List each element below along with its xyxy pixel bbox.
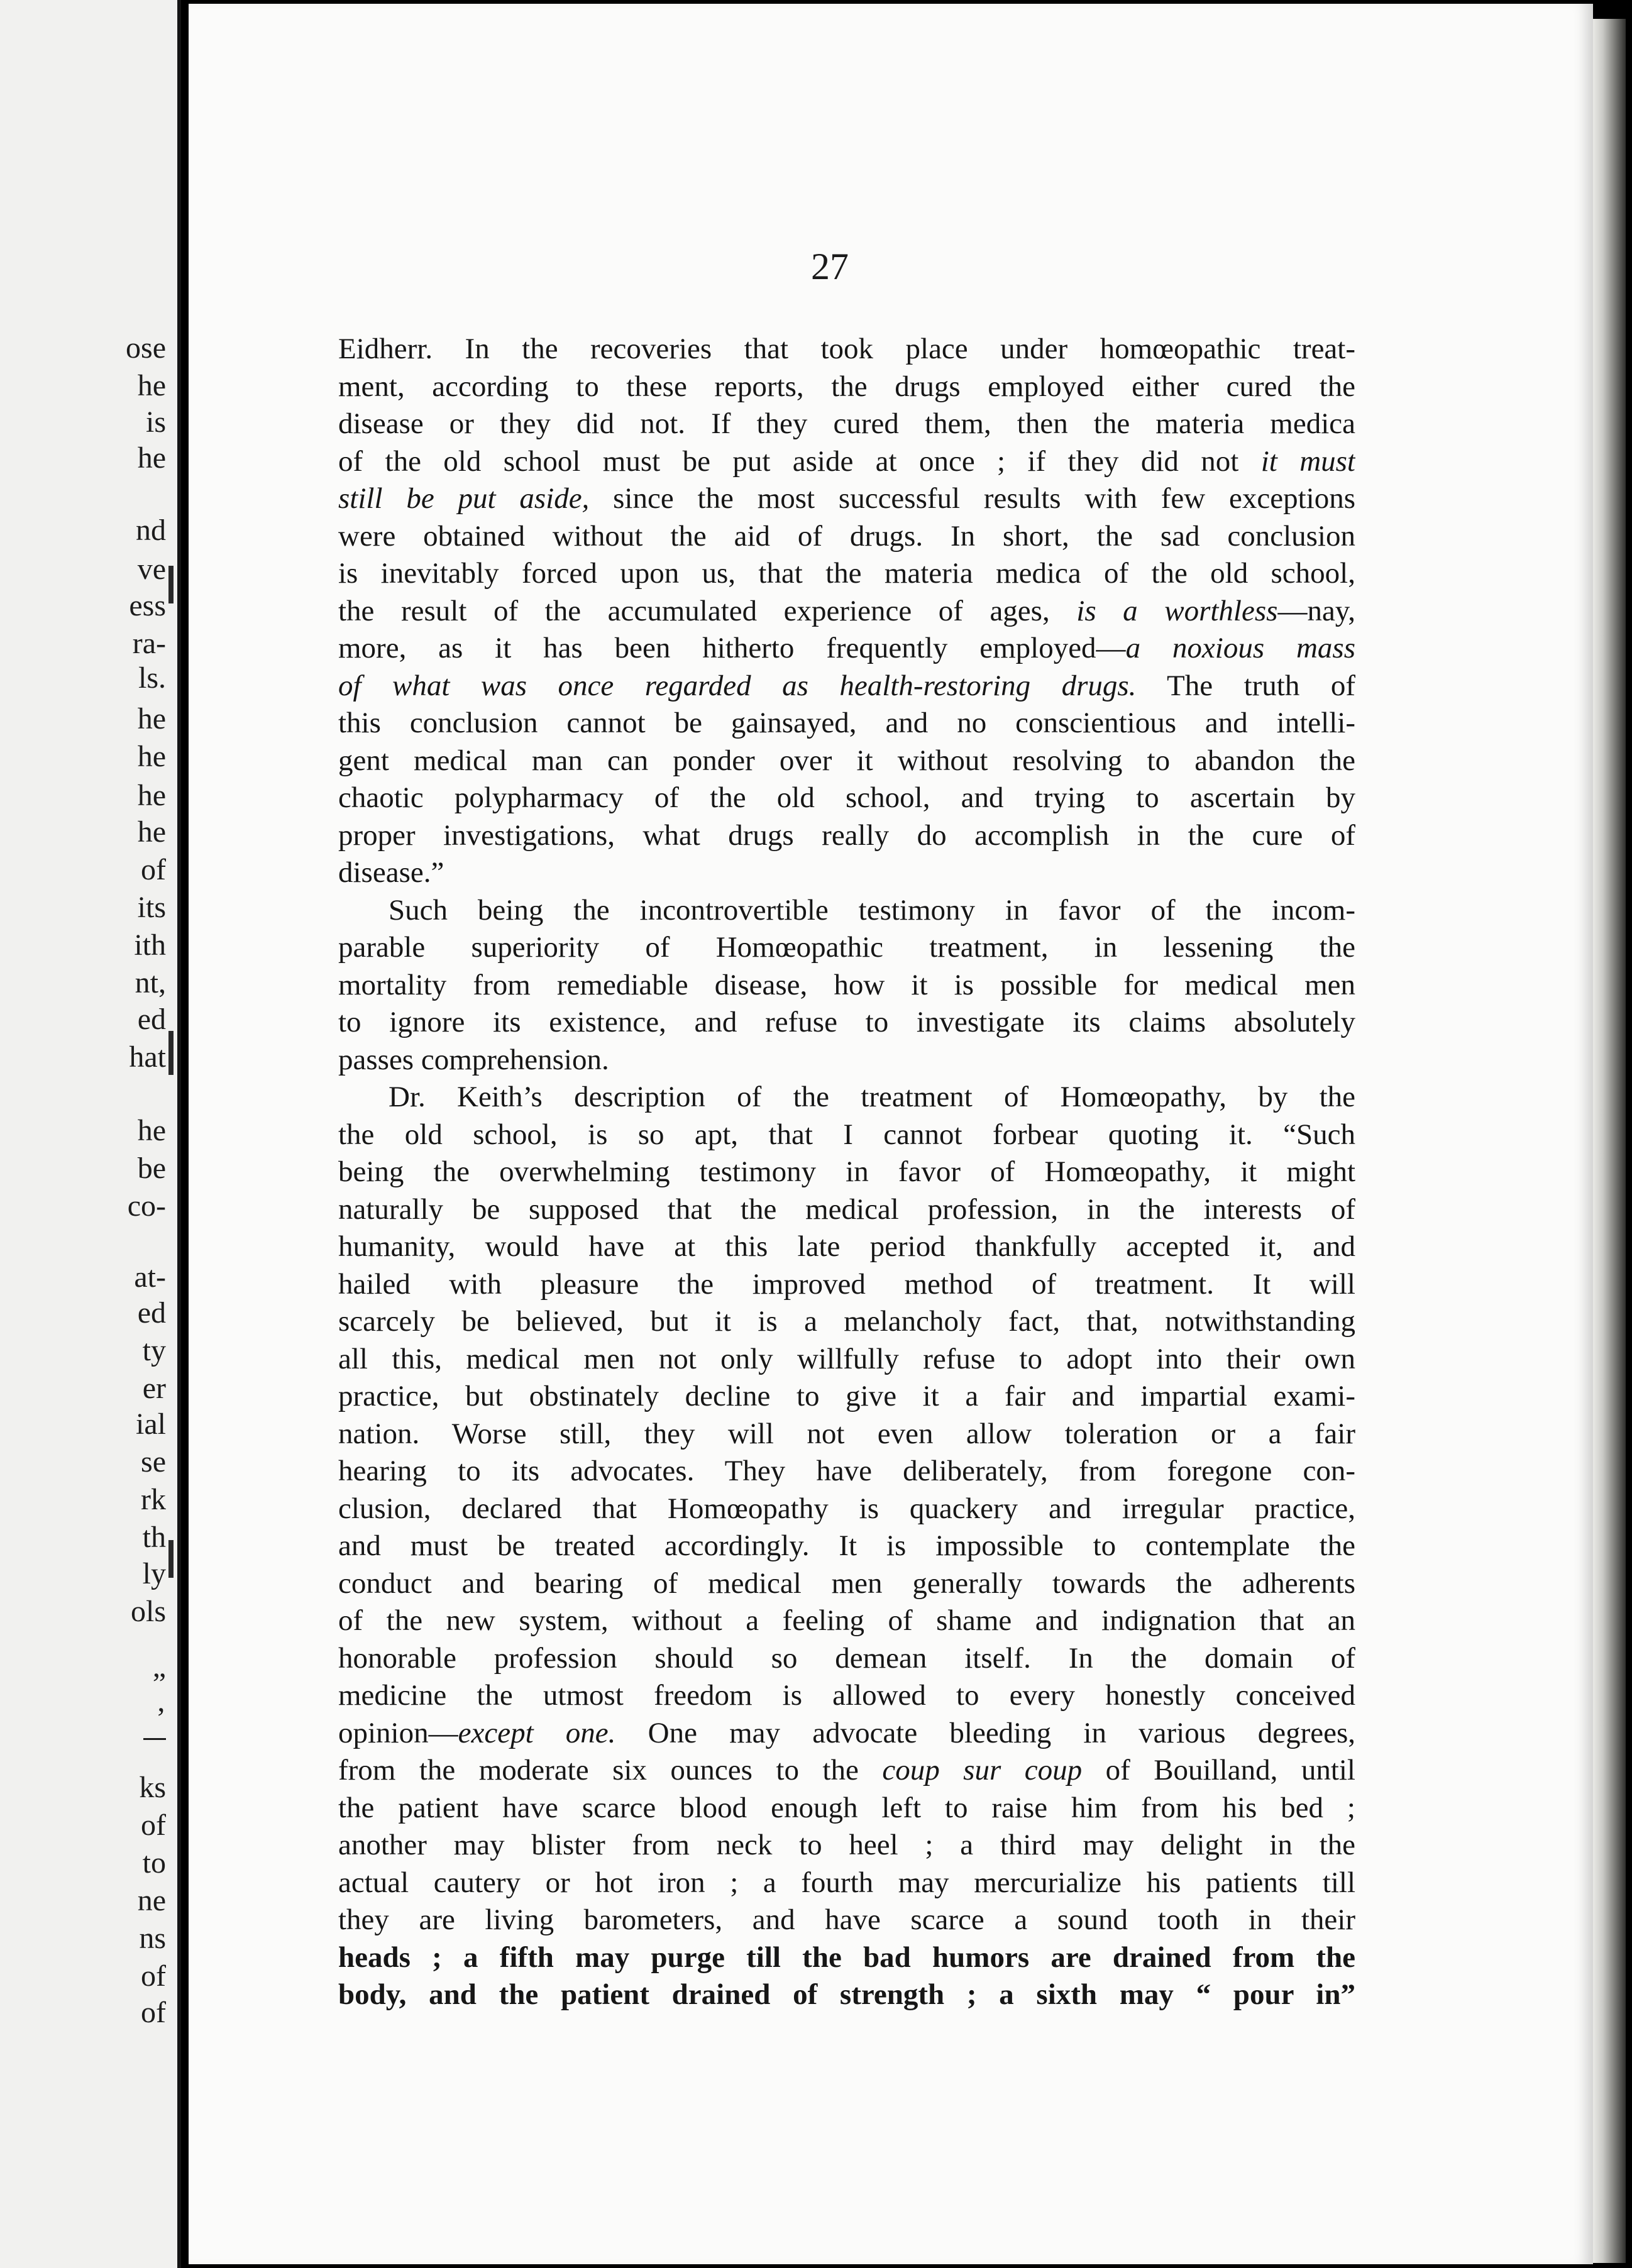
left-page-fragment: of xyxy=(141,1996,166,2029)
text-run: gent medical man can ponder over it without resolving to abandon the xyxy=(338,744,1355,777)
text-run: the result of the accumulated experience of ages, xyxy=(338,594,1077,627)
text-line xyxy=(338,929,1355,967)
text-line xyxy=(338,331,1355,368)
text-line xyxy=(338,1228,1355,1266)
left-page-fragment: ed xyxy=(137,1003,166,1036)
text-run: medicine the utmost freedom is allowed to every honestly conceived xyxy=(338,1679,1355,1712)
left-page-fragment: be xyxy=(137,1152,166,1185)
text-run: honorable profession should so demean itself. In the domain of xyxy=(338,1641,1355,1675)
text-run: actual cautery or hot iron ; a fourth may mercurialize his patients till xyxy=(338,1866,1355,1899)
left-page-fragment: ess xyxy=(129,589,166,622)
left-page-fragment: ve xyxy=(137,553,166,586)
text-line xyxy=(338,480,1355,518)
italic-text: is a worthless xyxy=(1076,594,1278,627)
text-line xyxy=(338,1341,1355,1379)
italic-text: coup sur coup xyxy=(882,1754,1083,1786)
text-run: humanity, would have at this late period thankfully accepted it, and xyxy=(338,1230,1355,1263)
text-line xyxy=(338,892,1355,930)
left-page-fragment: co- xyxy=(127,1189,166,1223)
left-page-fragment: he xyxy=(137,369,166,402)
text-run: hailed with pleasure the improved method of treatment. It will xyxy=(338,1267,1355,1301)
text-run: nation. Worse still, they will not even allow toleration or a fair xyxy=(338,1417,1355,1450)
left-page-edge xyxy=(0,0,181,2268)
text-line xyxy=(338,1902,1355,1939)
text-line xyxy=(338,630,1355,668)
text-run: proper investigations, what drugs really do accomplish in the cure of xyxy=(338,818,1355,852)
text-line xyxy=(338,443,1355,481)
left-page-fragment: se xyxy=(141,1445,166,1478)
left-page-fragment: ial xyxy=(136,1407,166,1441)
text-line xyxy=(338,555,1355,593)
text-run: body, and the patient drained of strength ; a sixth may “ pour in” xyxy=(338,1978,1355,2011)
left-page-fragment: he xyxy=(137,779,166,812)
gutter-mark xyxy=(168,566,174,603)
text-line xyxy=(338,1715,1355,1753)
text-line xyxy=(338,1939,1355,1977)
text-line xyxy=(338,1490,1355,1528)
text-run: being the overwhelming testimony in favor of Homœopathy, it might xyxy=(338,1155,1355,1188)
text-line xyxy=(338,1752,1355,1790)
left-page-fragment: ns xyxy=(139,1922,166,1955)
text-line xyxy=(338,1191,1355,1229)
text-line xyxy=(338,1565,1355,1603)
left-page-fragment: ed xyxy=(137,1296,166,1329)
text-run: another may blister from neck to heel ; a third may delight in the xyxy=(338,1829,1355,1861)
text-line xyxy=(338,1303,1355,1341)
left-page-fragment: he xyxy=(137,702,166,735)
text-run: heads ; a fifth may purge till the bad humors are drained from the xyxy=(338,1940,1355,1974)
text-run: this conclusion cannot be gainsayed, and no conscientious and intelli- xyxy=(338,707,1355,739)
body-text xyxy=(338,331,1355,2014)
text-run: of the old school must be put aside at once ; if they did not xyxy=(338,444,1261,478)
text-line xyxy=(338,1640,1355,1678)
left-page-fragment: at- xyxy=(134,1260,166,1294)
text-run: ment, according to these reports, the drugs employed either cured the xyxy=(338,370,1355,403)
text-run: clusion, declared that Homœopathy is quackery and irregular practice, xyxy=(338,1492,1355,1525)
text-line xyxy=(338,742,1355,780)
text-line xyxy=(338,1827,1355,1864)
page-number: 27 xyxy=(811,246,849,287)
left-page-fragment: of xyxy=(141,1808,166,1842)
text-line xyxy=(338,518,1355,556)
text-run: mortality from remediable disease, how it is possible for medical men xyxy=(338,968,1355,1001)
left-page-fragment: of xyxy=(141,853,166,886)
text-line xyxy=(338,405,1355,443)
text-run: scarcely be believed, but it is a melancholy fact, that, notwithstanding xyxy=(338,1305,1355,1338)
left-page-fragment: hat xyxy=(129,1040,166,1074)
text-line xyxy=(338,1266,1355,1304)
text-run: of Bouilland, until xyxy=(1082,1754,1355,1786)
text-run: more, as it has been hitherto frequently employed— xyxy=(338,632,1126,664)
left-page-fragment: is xyxy=(145,405,166,439)
left-page-fragment: ls. xyxy=(138,661,166,695)
left-page-fragment: nt, xyxy=(135,966,166,999)
left-page-fragment: nd xyxy=(136,514,166,547)
text-line xyxy=(338,1864,1355,1902)
text-run: from the moderate six ounces to the xyxy=(338,1754,883,1786)
text-line xyxy=(338,817,1355,855)
text-line xyxy=(338,1416,1355,1453)
text-line xyxy=(338,967,1355,1005)
text-line xyxy=(338,1004,1355,1042)
italic-text: of what was once regarded as health-restoring drugs. xyxy=(338,669,1137,702)
text-run: parable superiority of Homœopathic treatment, in lessening the xyxy=(338,931,1355,964)
text-run: the old school, is so apt, that I cannot forbear quoting it. “Such xyxy=(338,1118,1355,1151)
text-line xyxy=(338,1079,1355,1116)
gutter-mark xyxy=(168,1540,174,1578)
text-run: Eidherr. In the recoveries that took place under homœopathic treat- xyxy=(338,333,1355,365)
text-run: naturally be supposed that the medical profession, in the interests of xyxy=(338,1192,1355,1226)
text-run: disease.” xyxy=(338,856,444,889)
text-line xyxy=(338,779,1355,817)
text-line xyxy=(338,1790,1355,1827)
page-edge-shadow xyxy=(1593,19,1626,2263)
text-run: hearing to its advocates. They have deliberately, from foregone con- xyxy=(338,1455,1355,1487)
text-line xyxy=(338,1116,1355,1154)
text-line xyxy=(338,1378,1355,1416)
text-run: to ignore its existence, and refuse to investigate its claims absolutely xyxy=(338,1006,1355,1038)
text-run: Such being the incontrovertible testimony in favor of the incom- xyxy=(389,893,1355,927)
text-line xyxy=(338,1153,1355,1191)
italic-text: a noxious mass xyxy=(1125,632,1355,664)
italic-text: except one. xyxy=(458,1716,616,1749)
text-line xyxy=(338,1976,1355,2014)
left-page-fragment: ’ xyxy=(156,1702,166,1735)
text-run: conduct and bearing of medical men generally towards the adherents xyxy=(338,1566,1355,1600)
text-line xyxy=(338,1528,1355,1565)
left-page-fragment: ra- xyxy=(132,627,166,660)
left-page-fragment: to xyxy=(142,1846,166,1880)
text-line xyxy=(338,593,1355,630)
left-page-fragment: ne xyxy=(137,1884,166,1917)
italic-text: it must xyxy=(1260,444,1355,478)
text-run: disease or they did not. If they cured them, then the materia medica xyxy=(338,407,1355,440)
text-run: since the most successful results with few exceptions xyxy=(589,482,1355,515)
text-run: all this, medical men not only willfully refuse to adopt into their own xyxy=(338,1342,1355,1375)
text-run: and must be treated accordingly. It is impossible to contemplate the xyxy=(338,1529,1355,1562)
left-page-fragment: ols xyxy=(130,1595,166,1628)
text-run: passes comprehension. xyxy=(338,1043,609,1076)
left-page-fragment: ly xyxy=(142,1557,166,1590)
text-line xyxy=(338,368,1355,406)
text-run: chaotic polypharmacy of the old school, and trying to ascertain by xyxy=(338,781,1355,814)
text-run: opinion— xyxy=(338,1716,458,1749)
italic-text: still be put aside, xyxy=(338,482,590,515)
gutter-mark xyxy=(168,1031,174,1075)
left-page-fragment: ks xyxy=(139,1771,166,1804)
left-page-fragment: ose xyxy=(126,331,166,365)
text-run: The truth of xyxy=(1136,669,1355,702)
left-page-fragment: ” xyxy=(152,1667,166,1700)
text-run: practice, but obstinately decline to give it a fair and impartial exami- xyxy=(338,1380,1355,1412)
left-page-fragment: he xyxy=(137,740,166,773)
text-run: of the new system, without a feeling of shame and indignation that an xyxy=(338,1604,1355,1637)
left-page-fragment: of xyxy=(141,1959,166,1993)
text-run: the patient have scarce blood enough left to raise him from his bed ; xyxy=(338,1791,1355,1824)
text-run: One may advocate bleeding in various degrees, xyxy=(615,1716,1355,1749)
text-line xyxy=(338,854,1355,892)
left-page-fragment: ith xyxy=(134,928,166,962)
left-page-fragment: rk xyxy=(141,1483,166,1516)
left-page-fragment: th xyxy=(142,1521,166,1554)
left-page-fragment: he xyxy=(137,441,166,475)
text-line xyxy=(338,1602,1355,1640)
text-line xyxy=(338,705,1355,742)
text-run: Dr. Keith’s description of the treatment of Homœopathy, by the xyxy=(389,1081,1355,1113)
text-line xyxy=(338,1042,1355,1079)
text-line xyxy=(338,668,1355,705)
left-page-fragment: he xyxy=(137,1114,166,1147)
left-page-fragment: ty xyxy=(142,1334,166,1367)
left-page-rule xyxy=(143,1738,166,1740)
left-page-fragment: its xyxy=(137,891,166,924)
text-line xyxy=(338,1677,1355,1715)
text-run: they are living barometers, and have scarce a sound tooth in their xyxy=(338,1903,1355,1936)
text-run: were obtained without the aid of drugs. In short, the sad conclusion xyxy=(338,519,1355,553)
text-run: —nay, xyxy=(1277,594,1355,627)
text-run: is inevitably forced upon us, that the materia medica of the old school, xyxy=(338,557,1355,590)
text-line xyxy=(338,1453,1355,1490)
left-page-fragment: er xyxy=(142,1372,166,1405)
left-page-fragment: he xyxy=(137,815,166,849)
